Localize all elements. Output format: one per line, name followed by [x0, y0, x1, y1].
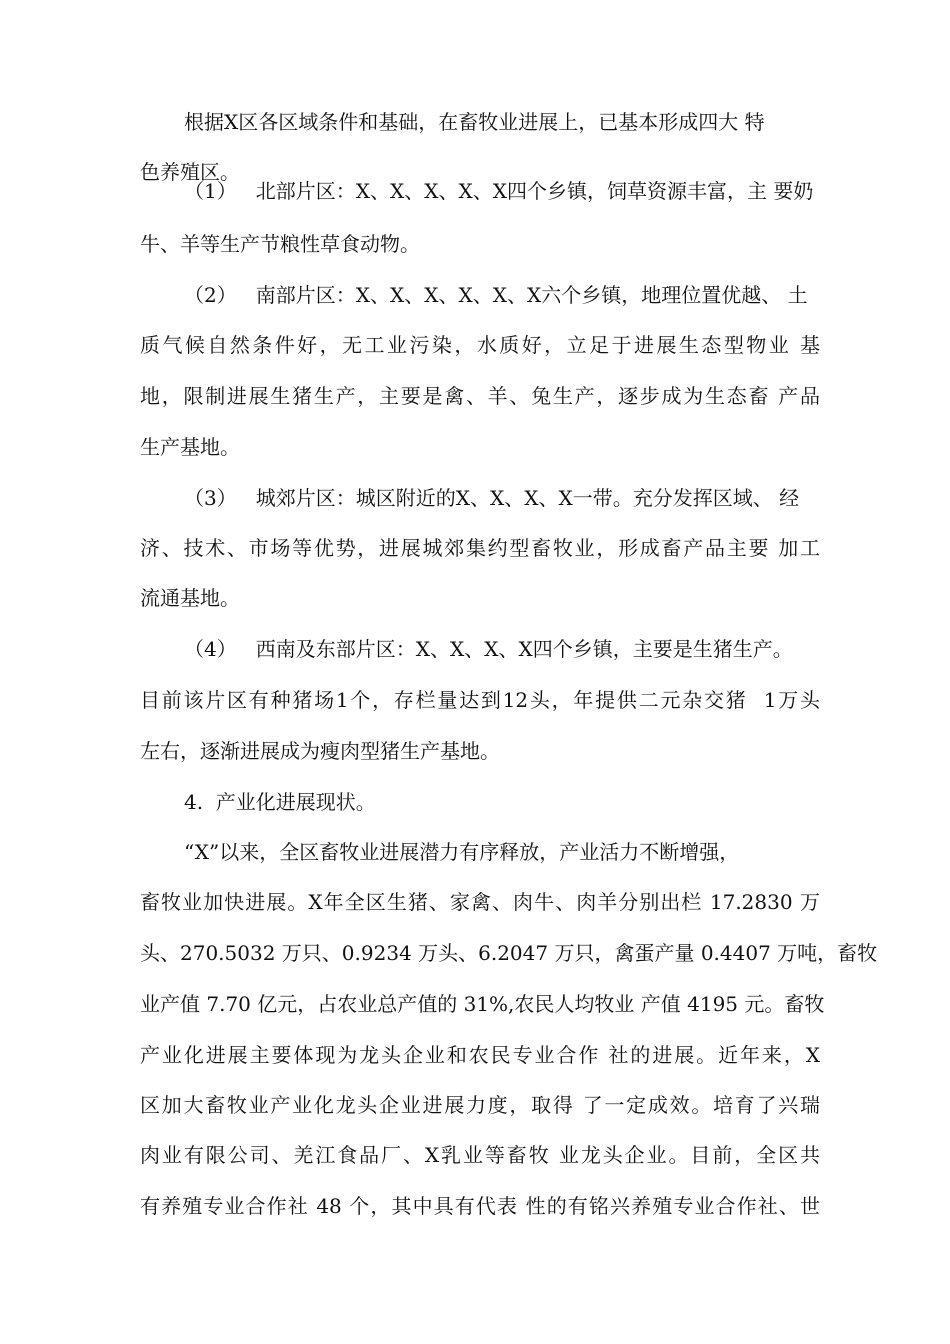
text-line: 生产基地。: [140, 435, 240, 459]
text-line: 质气候自然条件好，无工业污染，水质好，立足于进展生态型物业 基: [140, 333, 820, 357]
text-line: 地，限制进展生猪生产，主要是禽、羊、兔生产，逐步成为生态畜 产品: [140, 384, 820, 408]
text-line: 业产值 7.70 亿元，占农业总产值的 31%,农民人均牧业 产值 4195 元。畜牧: [140, 992, 825, 1016]
text-line: 产业化进展主要体现为龙头企业和农民专业合作 社的进展。近年来，X: [140, 1043, 820, 1067]
text-line: “X”以来，全区畜牧业进展潜力有序释放，产业活力不断增强，: [184, 840, 740, 864]
text-line: 根据X区各区域条件和基础，在畜牧业进展上，已基本形成四大 特: [184, 110, 765, 134]
text-line: （2） 南部片区：X、X、X、X、X、X六个乡镇，地理位置优越、 土: [184, 283, 808, 307]
text-line: 流通基地。: [140, 586, 240, 610]
text-line: 区加大畜牧业产业化龙头企业进展力度，取得 了一定成效。培育了兴瑞: [140, 1093, 820, 1117]
text-line: 畜牧业加快进展。X年全区生猪、家禽、肉牛、肉羊分别出栏 17.2830 万: [140, 890, 820, 914]
text-line: 色养殖区。: [140, 160, 240, 184]
text-line: 牛、羊等生产节粮性草食动物。: [140, 232, 420, 256]
text-line: （3） 城郊片区：城区附近的X、X、X、X一带。充分发挥区域、 经: [184, 486, 800, 510]
text-line: 济、技术、市场等优势，进展城郊集约型畜牧业，形成畜产品主要 加工: [140, 536, 820, 560]
text-line: 左右，逐渐进展成为瘦肉型猪生产基地。: [140, 739, 500, 763]
section-heading: 4. 产业化进展现状。: [184, 790, 376, 814]
text-line: （1） 北部片区：X、X、X、X、X四个乡镇，饲草资源丰富，主 要奶: [184, 179, 814, 203]
text-line: 有养殖专业合作社 48 个，其中具有代表 性的有铭兴养殖专业合作社、世: [140, 1194, 820, 1218]
text-line: 目前该片区有种猪场1个，存栏量达到12头，年提供二元杂交猪 1万头: [140, 688, 820, 712]
text-line: 肉业有限公司、羌江食品厂、X乳业等畜牧 业龙头企业。目前，全区共: [140, 1143, 820, 1167]
text-line: 头、270.5032 万只、0.9234 万头、6.2047 万只，禽蛋产量 0.4407 万吨，畜牧: [140, 941, 878, 965]
text-line: （4） 西南及东部片区：X、X、X、X四个乡镇，主要是生猪生产。: [184, 637, 793, 661]
